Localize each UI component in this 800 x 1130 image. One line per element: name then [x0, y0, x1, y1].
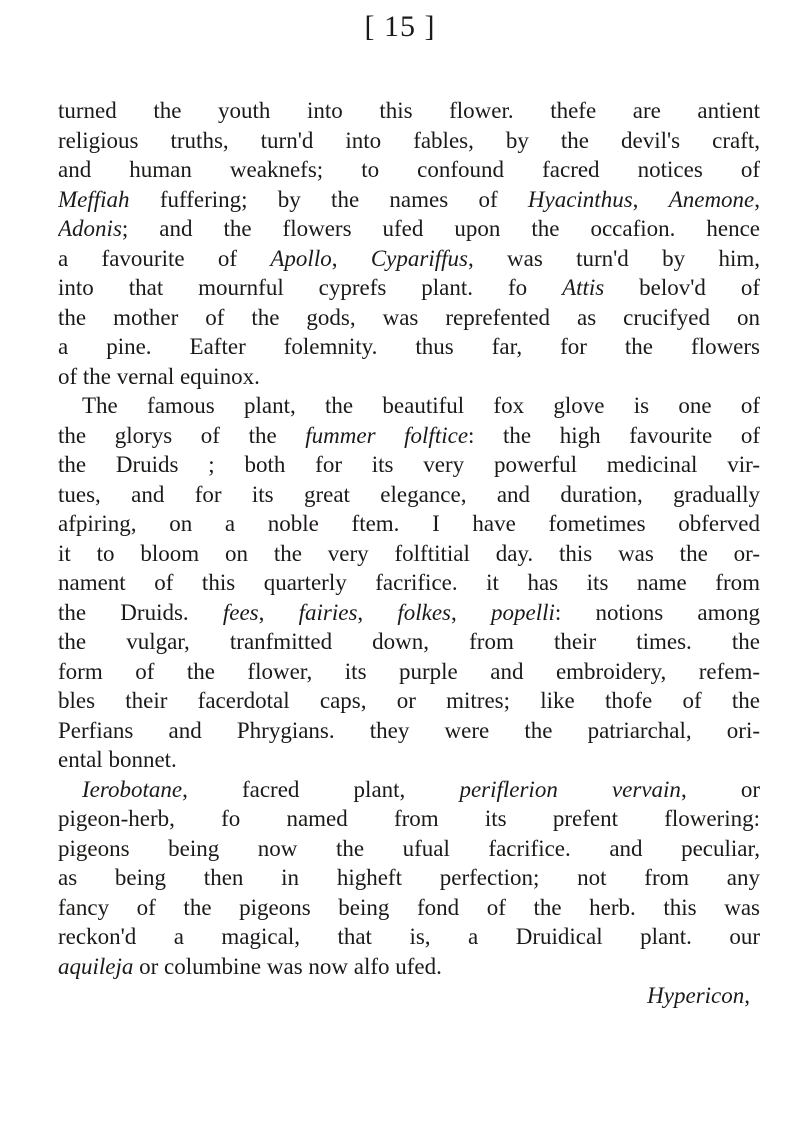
text-run: the Druids.	[58, 599, 223, 625]
text-line	[58, 893, 760, 923]
text-run: the mother of the gods, was reprefented as crucifyed on	[58, 304, 760, 330]
text-line	[58, 863, 760, 893]
page-number: [ 15 ]	[364, 10, 436, 43]
text-line	[58, 834, 760, 864]
italic-term: Ierobotane	[82, 776, 183, 802]
text-line	[58, 480, 760, 510]
text-run: pigeon-herb, fo named from its prefent flowering:	[58, 806, 760, 831]
text-run: or columbine was now alfo ufed.	[133, 953, 442, 979]
text-run: , or	[680, 776, 760, 802]
text-line	[58, 450, 760, 480]
text-line	[58, 539, 760, 569]
text-run: fancy of the pigeons being fond of the herb. this was	[58, 894, 760, 920]
italic-term: Hyacinthus	[527, 186, 633, 212]
text-run: it to bloom on the very folftitial day. this was the or-	[58, 540, 760, 566]
text-run: ,	[754, 186, 760, 212]
text-run: turned the youth into this flower. thefe are antient	[58, 98, 760, 123]
text-run: ,	[331, 245, 371, 271]
text-line	[58, 126, 760, 156]
text-line	[58, 981, 760, 1011]
text-line	[58, 775, 760, 805]
body-text	[58, 96, 760, 1011]
text-run: ,	[258, 599, 299, 625]
text-line	[58, 627, 760, 657]
text-line	[58, 303, 760, 333]
italic-term: aquileja	[58, 953, 134, 979]
text-line	[58, 745, 760, 775]
italic-term: folkes	[397, 599, 452, 625]
text-run: ,	[357, 599, 398, 625]
text-run: Perfians and Phrygians. they were the patriarchal, ori-	[58, 717, 760, 743]
text-line	[58, 922, 760, 952]
text-line	[58, 214, 760, 244]
italic-term: Cypariffus	[370, 245, 468, 271]
text-line	[58, 391, 760, 421]
text-run: of the vernal equinox.	[58, 363, 260, 389]
text-run: the glorys of the	[58, 422, 306, 448]
text-line	[58, 155, 760, 185]
text-line	[58, 686, 760, 716]
text-run: nament of this quarterly facrifice. it has its name from	[58, 570, 760, 595]
text-run: the Druids ; both for its very powerful medicinal vir-	[58, 452, 760, 477]
text-line	[58, 657, 760, 687]
text-line	[58, 96, 760, 126]
italic-term: Adonis	[58, 216, 122, 241]
italic-term: periflerion vervain	[459, 776, 681, 802]
text-line	[58, 362, 760, 392]
text-run: afpiring, on a noble ftem. I have fometimes obferved	[58, 511, 760, 536]
text-run: ; and the flowers ufed upon the occafion. hence	[121, 216, 760, 241]
italic-term: fairies	[298, 599, 358, 625]
text-run: religious truths, turn'd into fables, by the devil's craft,	[58, 127, 760, 153]
text-run: a favourite of	[58, 245, 271, 271]
text-line	[58, 273, 760, 303]
italic-term: fummer folftice	[305, 422, 469, 448]
text-line	[58, 509, 760, 539]
italic-term: fees	[222, 599, 259, 625]
text-run: , was turn'd by him,	[467, 245, 760, 271]
text-line	[58, 804, 760, 834]
text-run: ,	[632, 186, 669, 212]
text-run: as being then in higheft perfection; not from any	[58, 865, 760, 890]
text-run: ,	[451, 599, 491, 625]
text-run: , facred plant,	[182, 776, 460, 802]
italic-term: Hypericon	[647, 983, 745, 1008]
text-run: belov'd of	[604, 275, 760, 300]
text-line	[58, 598, 760, 628]
text-run: The famous plant, the beautiful fox glove is one of	[82, 393, 760, 418]
italic-term: Anemone	[668, 186, 755, 212]
text-run: reckon'd a magical, that is, a Druidical plant. our	[58, 924, 760, 949]
text-line	[58, 185, 760, 215]
text-line	[58, 244, 760, 274]
text-run: ental bonnet.	[58, 747, 177, 772]
text-run: fuffering; by the names of	[129, 186, 528, 212]
italic-term: Meffiah	[58, 186, 130, 212]
text-run: the vulgar, tranfmitted down, from their times. the	[58, 629, 760, 654]
text-run: : the high favourite of	[468, 422, 760, 448]
italic-term: popelli	[490, 599, 555, 625]
text-run: pigeons being now the ufual facrifice. and peculiar,	[58, 835, 760, 861]
text-line	[58, 421, 760, 451]
italic-term: Attis	[562, 275, 605, 300]
text-run: form of the flower, its purple and embroidery, refem-	[58, 658, 760, 684]
text-line	[58, 332, 760, 362]
text-line	[58, 568, 760, 598]
italic-term: Apollo	[270, 245, 332, 271]
text-run: and human weaknefs; to confound facred notices of	[58, 157, 760, 182]
text-run: tues, and for its great elegance, and duration, gradually	[58, 481, 760, 507]
text-run: : notions among	[554, 599, 760, 625]
text-run: ,	[744, 983, 750, 1008]
text-run: bles their facerdotal caps, or mitres; like thofe of the	[58, 688, 760, 713]
text-run: into that mournful cyprefs plant. fo	[58, 275, 563, 300]
text-line	[58, 716, 760, 746]
text-run: a pine. Eafter folemnity. thus far, for the flowers	[58, 334, 760, 359]
text-line	[58, 952, 760, 982]
